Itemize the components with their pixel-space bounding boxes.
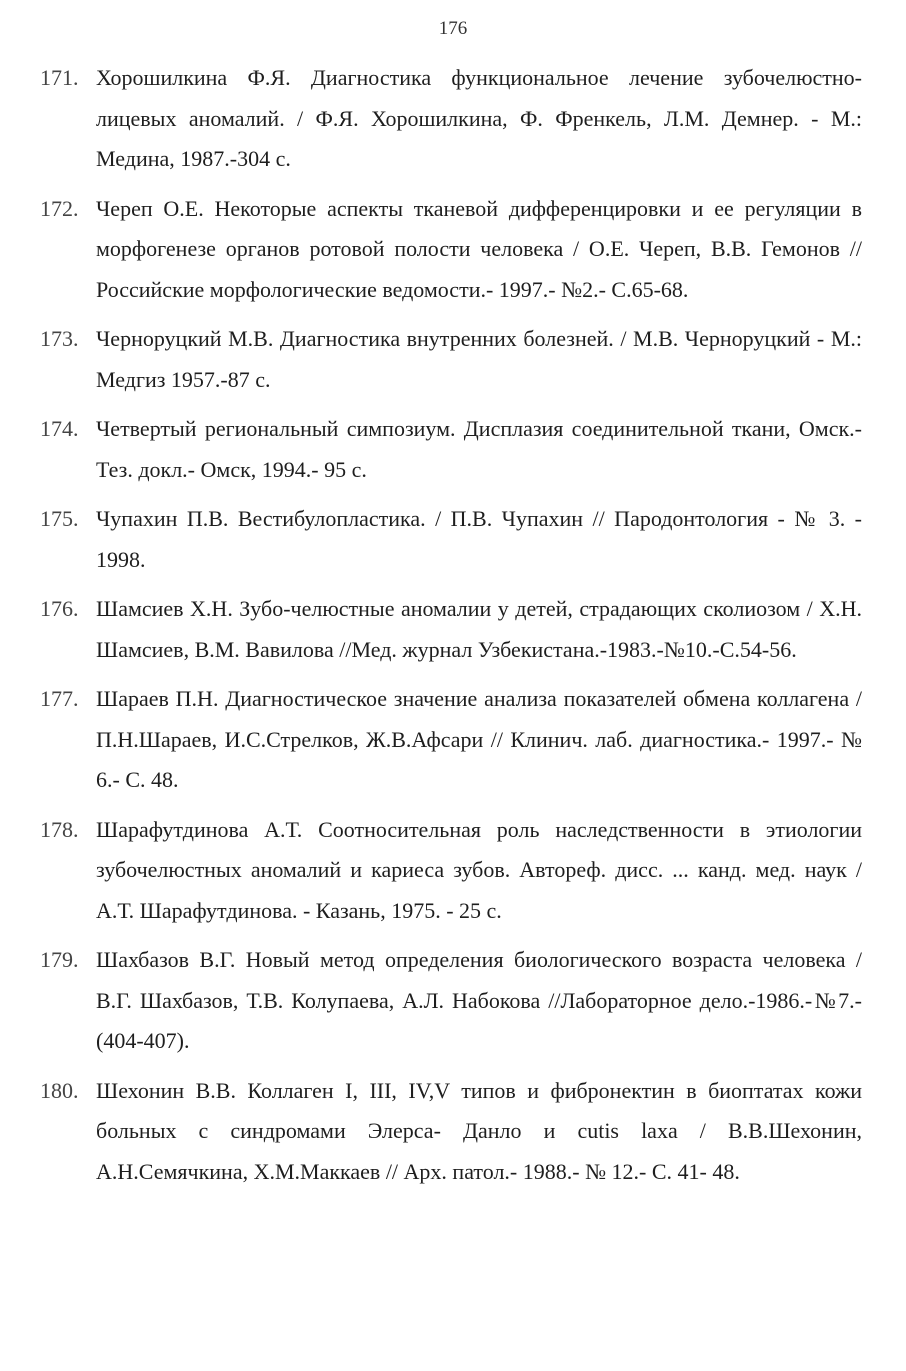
page-number: 176 [438,18,468,39]
reference-text: Шахбазов В.Г. Новый метод определения биологического возраста человека / В.Г. Шахбазов, Т.В. Колупаева, А.Л. Набокова //Лабораторное дело.-1986.-№7.- (404-407). [96,947,862,1053]
reference-text: Шарафутдинова А.Т. Соотносительная роль наследственности в этиологии зубочелюстных аномалий и кариеса зубов. Автореф. дисс. ... канд. мед. наук / А.Т. Шарафутдинова. - Казань, 1975. - 25 с. [96,816,862,923]
reference-item [40,189,862,311]
reference-number: 174. [40,416,79,441]
reference-text: Череп О.Е. Некоторые аспекты тканевой дифференцировки и ее регуляции в морфогенезе органов ротовой полости человека / О.Е. Череп, В.В. Гемонов //Российские морфологические ведомости.- 1997.- №2.- С.65-68. [96,195,862,302]
reference-item [40,319,862,400]
reference-list [40,58,862,1201]
reference-item [40,409,862,490]
reference-item [40,499,862,580]
reference-number: 177. [40,686,79,711]
reference-number: 171. [40,65,79,90]
reference-number: 175. [40,506,79,531]
reference-item [40,589,862,670]
reference-text: Четвертый региональный симпозиум. Дисплазия соединительной ткани, Омск.- Тез. докл.- Омск, 1994.- 95 с. [96,416,862,482]
reference-text: Шараев П.Н. Диагностическое значение анализа показателей обмена коллагена / П.Н.Шараев, И.С.Стрелков, Ж.В.Афсари // Клинич. лаб. диагностика.- 1997.- № 6.- С. 48. [96,686,862,792]
reference-number: 176. [40,596,79,621]
reference-item [40,810,862,932]
reference-text: Чупахин П.В. Вестибулопластика. / П.В. Чупахин // Пародонтология - № 3. - 1998. [96,506,862,572]
reference-text: Хорошилкина Ф.Я. Диагностика функциональное лечение зубочелюстно-лицевых аномалий. / Ф.Я. Хорошилкина, Ф. Френкель, Л.М. Демнер. - М.: Медина, 1987.-304 с. [96,65,862,171]
reference-number: 172. [40,195,79,221]
reference-number: 179. [40,947,79,972]
reference-item [40,1071,862,1193]
reference-text: Шамсиев Х.Н. Зубо-челюстные аномалии у детей, страдающих сколиозом / Х.Н. Шамсиев, В.М. Вавилова //Мед. журнал Узбекистана.-1983.-№10.-С.54-56. [96,596,862,662]
reference-item [40,940,862,1062]
reference-item [40,679,862,801]
reference-text: Черноруцкий М.В. Диагностика внутренних болезней. / М.В. Черноруцкий - М.: Медгиз 1957.-87 с. [96,326,862,392]
reference-number: 180. [40,1077,79,1103]
reference-number: 173. [40,326,79,351]
reference-item [40,58,862,180]
reference-text: Шехонин В.В. Коллаген I, III, IV,V типов и фибронектин в биоптатах кожи больных с синдромами Элерса- Данло и cutis laxa / В.В.Шехонин, А.Н.Семячкина, Х.М.Маккаев // Арх. патол.- 1988.- № 12.- С. 41- 48. [96,1077,862,1184]
reference-number: 178. [40,816,79,842]
